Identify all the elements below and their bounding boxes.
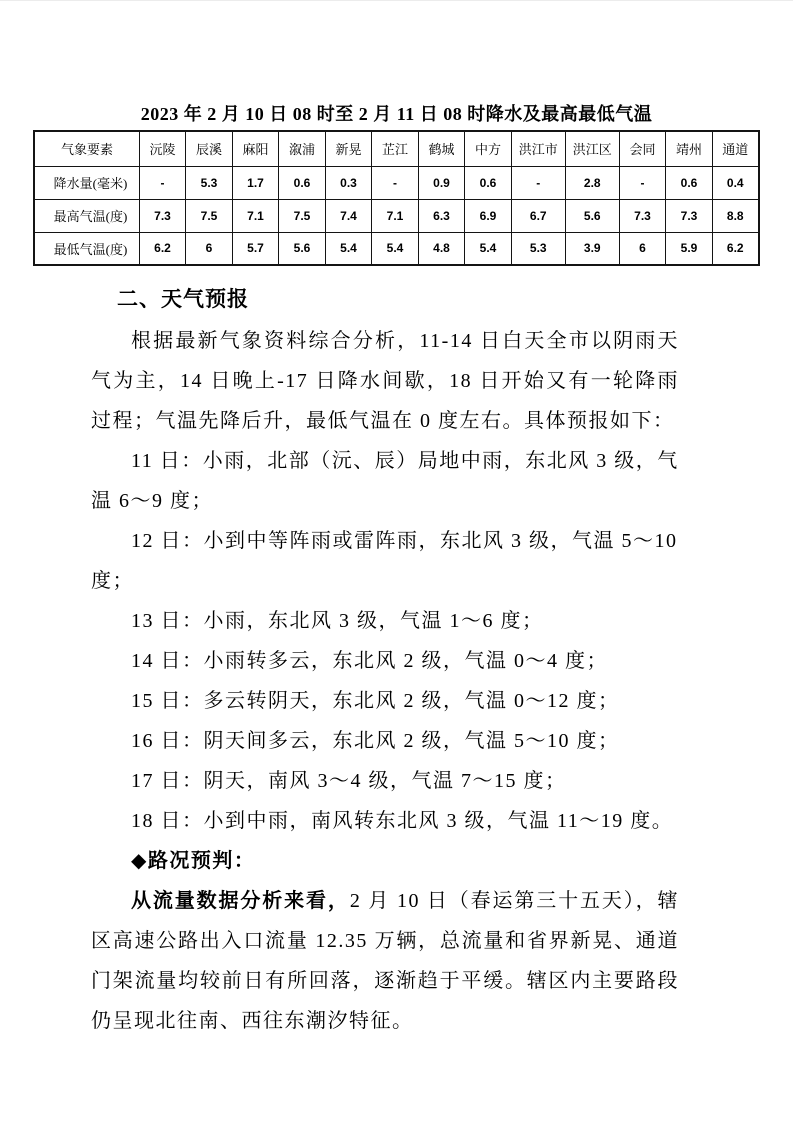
weather-table-body	[34, 166, 759, 265]
road-condition-paragraph	[91, 881, 679, 1041]
table-value-cell: 7.3	[139, 199, 186, 232]
table-value-cell: 1.7	[232, 166, 279, 199]
table-value-cell: 7.5	[279, 199, 326, 232]
forecast-day-line: 16 日：阴天间多云，东北风 2 级，气温 5～10 度；	[131, 730, 620, 752]
table-value-cell: 5.6	[565, 199, 619, 232]
table-value-cell: 7.1	[232, 199, 279, 232]
table-row-label: 最低气温(度)	[34, 232, 139, 265]
table-value-cell: 8.8	[712, 199, 759, 232]
table-value-cell: 4.8	[418, 232, 465, 265]
table-value-cell: 7.5	[186, 199, 233, 232]
table-value-cell: 7.1	[372, 199, 419, 232]
table-row	[34, 199, 759, 232]
table-header-row	[34, 131, 759, 166]
forecast-day-line: 14 日：小雨转多云，东北风 2 级，气温 0～4 度；	[131, 650, 608, 672]
table-row	[34, 232, 759, 265]
table-value-cell: 7.3	[666, 199, 713, 232]
forecast-day-line: 15 日：多云转阴天，东北风 2 级，气温 0～12 度；	[131, 690, 620, 712]
table-header-station: 麻阳	[232, 131, 279, 166]
table-value-cell: 5.6	[279, 232, 326, 265]
document-title: 2023 年 2 月 10 日 08 时至 2 月 11 日 08 时降水及最高最低气温	[140, 104, 653, 124]
table-value-cell: 6.3	[418, 199, 465, 232]
table-row-label: 最高气温(度)	[34, 199, 139, 232]
table-header-station: 中方	[465, 131, 512, 166]
table-value-cell: 2.8	[565, 166, 619, 199]
forecast-day-line: 11 日：小雨，北部（沅、辰）局地中雨，东北风 3 级，气温 6～9 度；	[91, 450, 679, 512]
forecast-day-line: 13 日：小雨，东北风 3 级，气温 1～6 度；	[131, 610, 544, 632]
table-header-station: 靖州	[666, 131, 713, 166]
forecast-section-heading: 二、天气预报	[117, 288, 249, 311]
table-value-cell: 7.3	[619, 199, 666, 232]
forecast-day-line: 12 日：小到中等阵雨或雷阵雨，东北风 3 级，气温 5～10 度；	[91, 530, 678, 592]
road-condition-body: 2 月 10 日（春运第三十五天），辖区高速公路出入口流量 12.35 万辆，总流量和省界新晃、通道门架流量均较前日有所回落，逐渐趋于平缓。辖区内主要路段仍呈现北往南、西往东潮汐特征。	[91, 890, 680, 1032]
table-header-station: 洪江区	[565, 131, 619, 166]
table-value-cell: 6	[619, 232, 666, 265]
table-value-cell: 0.6	[279, 166, 326, 199]
table-value-cell: 6.9	[465, 199, 512, 232]
road-condition-lead: 从流量数据分析来看，	[131, 890, 350, 912]
table-value-cell: 6.2	[139, 232, 186, 265]
table-header-station: 溆浦	[279, 131, 326, 166]
table-value-cell: 5.4	[372, 232, 419, 265]
table-header-station: 洪江市	[511, 131, 565, 166]
table-value-cell: 5.3	[511, 232, 565, 265]
table-header-station: 会同	[619, 131, 666, 166]
table-value-cell: 0.6	[666, 166, 713, 199]
forecast-intro-paragraph: 根据最新气象资料综合分析，11-14 日白天全市以阴雨天气为主，14 日晚上-17 日降水间歇，18 日开始又有一轮降雨过程；气温先降后升，最低气温在 0 度左右。具体预报如下：	[91, 330, 679, 432]
table-value-cell: -	[619, 166, 666, 199]
table-value-cell: 5.4	[325, 232, 372, 265]
weather-table	[33, 130, 760, 266]
table-value-cell: 7.4	[325, 199, 372, 232]
forecast-day-line: 17 日：阴天，南风 3～4 级，气温 7～15 度；	[131, 770, 567, 792]
table-header-station: 鹤城	[418, 131, 465, 166]
table-value-cell: 5.3	[186, 166, 233, 199]
table-header-metric: 气象要素	[34, 131, 139, 166]
table-value-cell: 5.4	[465, 232, 512, 265]
table-value-cell: 0.9	[418, 166, 465, 199]
table-value-cell: 0.3	[325, 166, 372, 199]
table-value-cell: 6.2	[712, 232, 759, 265]
table-value-cell: 6.7	[511, 199, 565, 232]
table-row-label: 降水量(毫米)	[34, 166, 139, 199]
table-value-cell: 3.9	[565, 232, 619, 265]
table-header-station: 辰溪	[186, 131, 233, 166]
table-value-cell: 0.4	[712, 166, 759, 199]
table-header-station: 沅陵	[139, 131, 186, 166]
table-value-cell: -	[511, 166, 565, 199]
road-condition-heading: ◆路况预判：	[131, 850, 256, 872]
forecast-day-list	[91, 441, 679, 841]
table-header-station: 通道	[712, 131, 759, 166]
table-value-cell: 6	[186, 232, 233, 265]
table-value-cell: 0.6	[465, 166, 512, 199]
table-header-station: 新晃	[325, 131, 372, 166]
table-value-cell: -	[139, 166, 186, 199]
table-value-cell: -	[372, 166, 419, 199]
table-value-cell: 5.7	[232, 232, 279, 265]
forecast-day-line: 18 日：小到中雨，南风转东北风 3 级，气温 11～19 度。	[131, 810, 674, 832]
document-body	[91, 279, 679, 1041]
table-value-cell: 5.9	[666, 232, 713, 265]
table-row	[34, 166, 759, 199]
table-header-station: 芷江	[372, 131, 419, 166]
